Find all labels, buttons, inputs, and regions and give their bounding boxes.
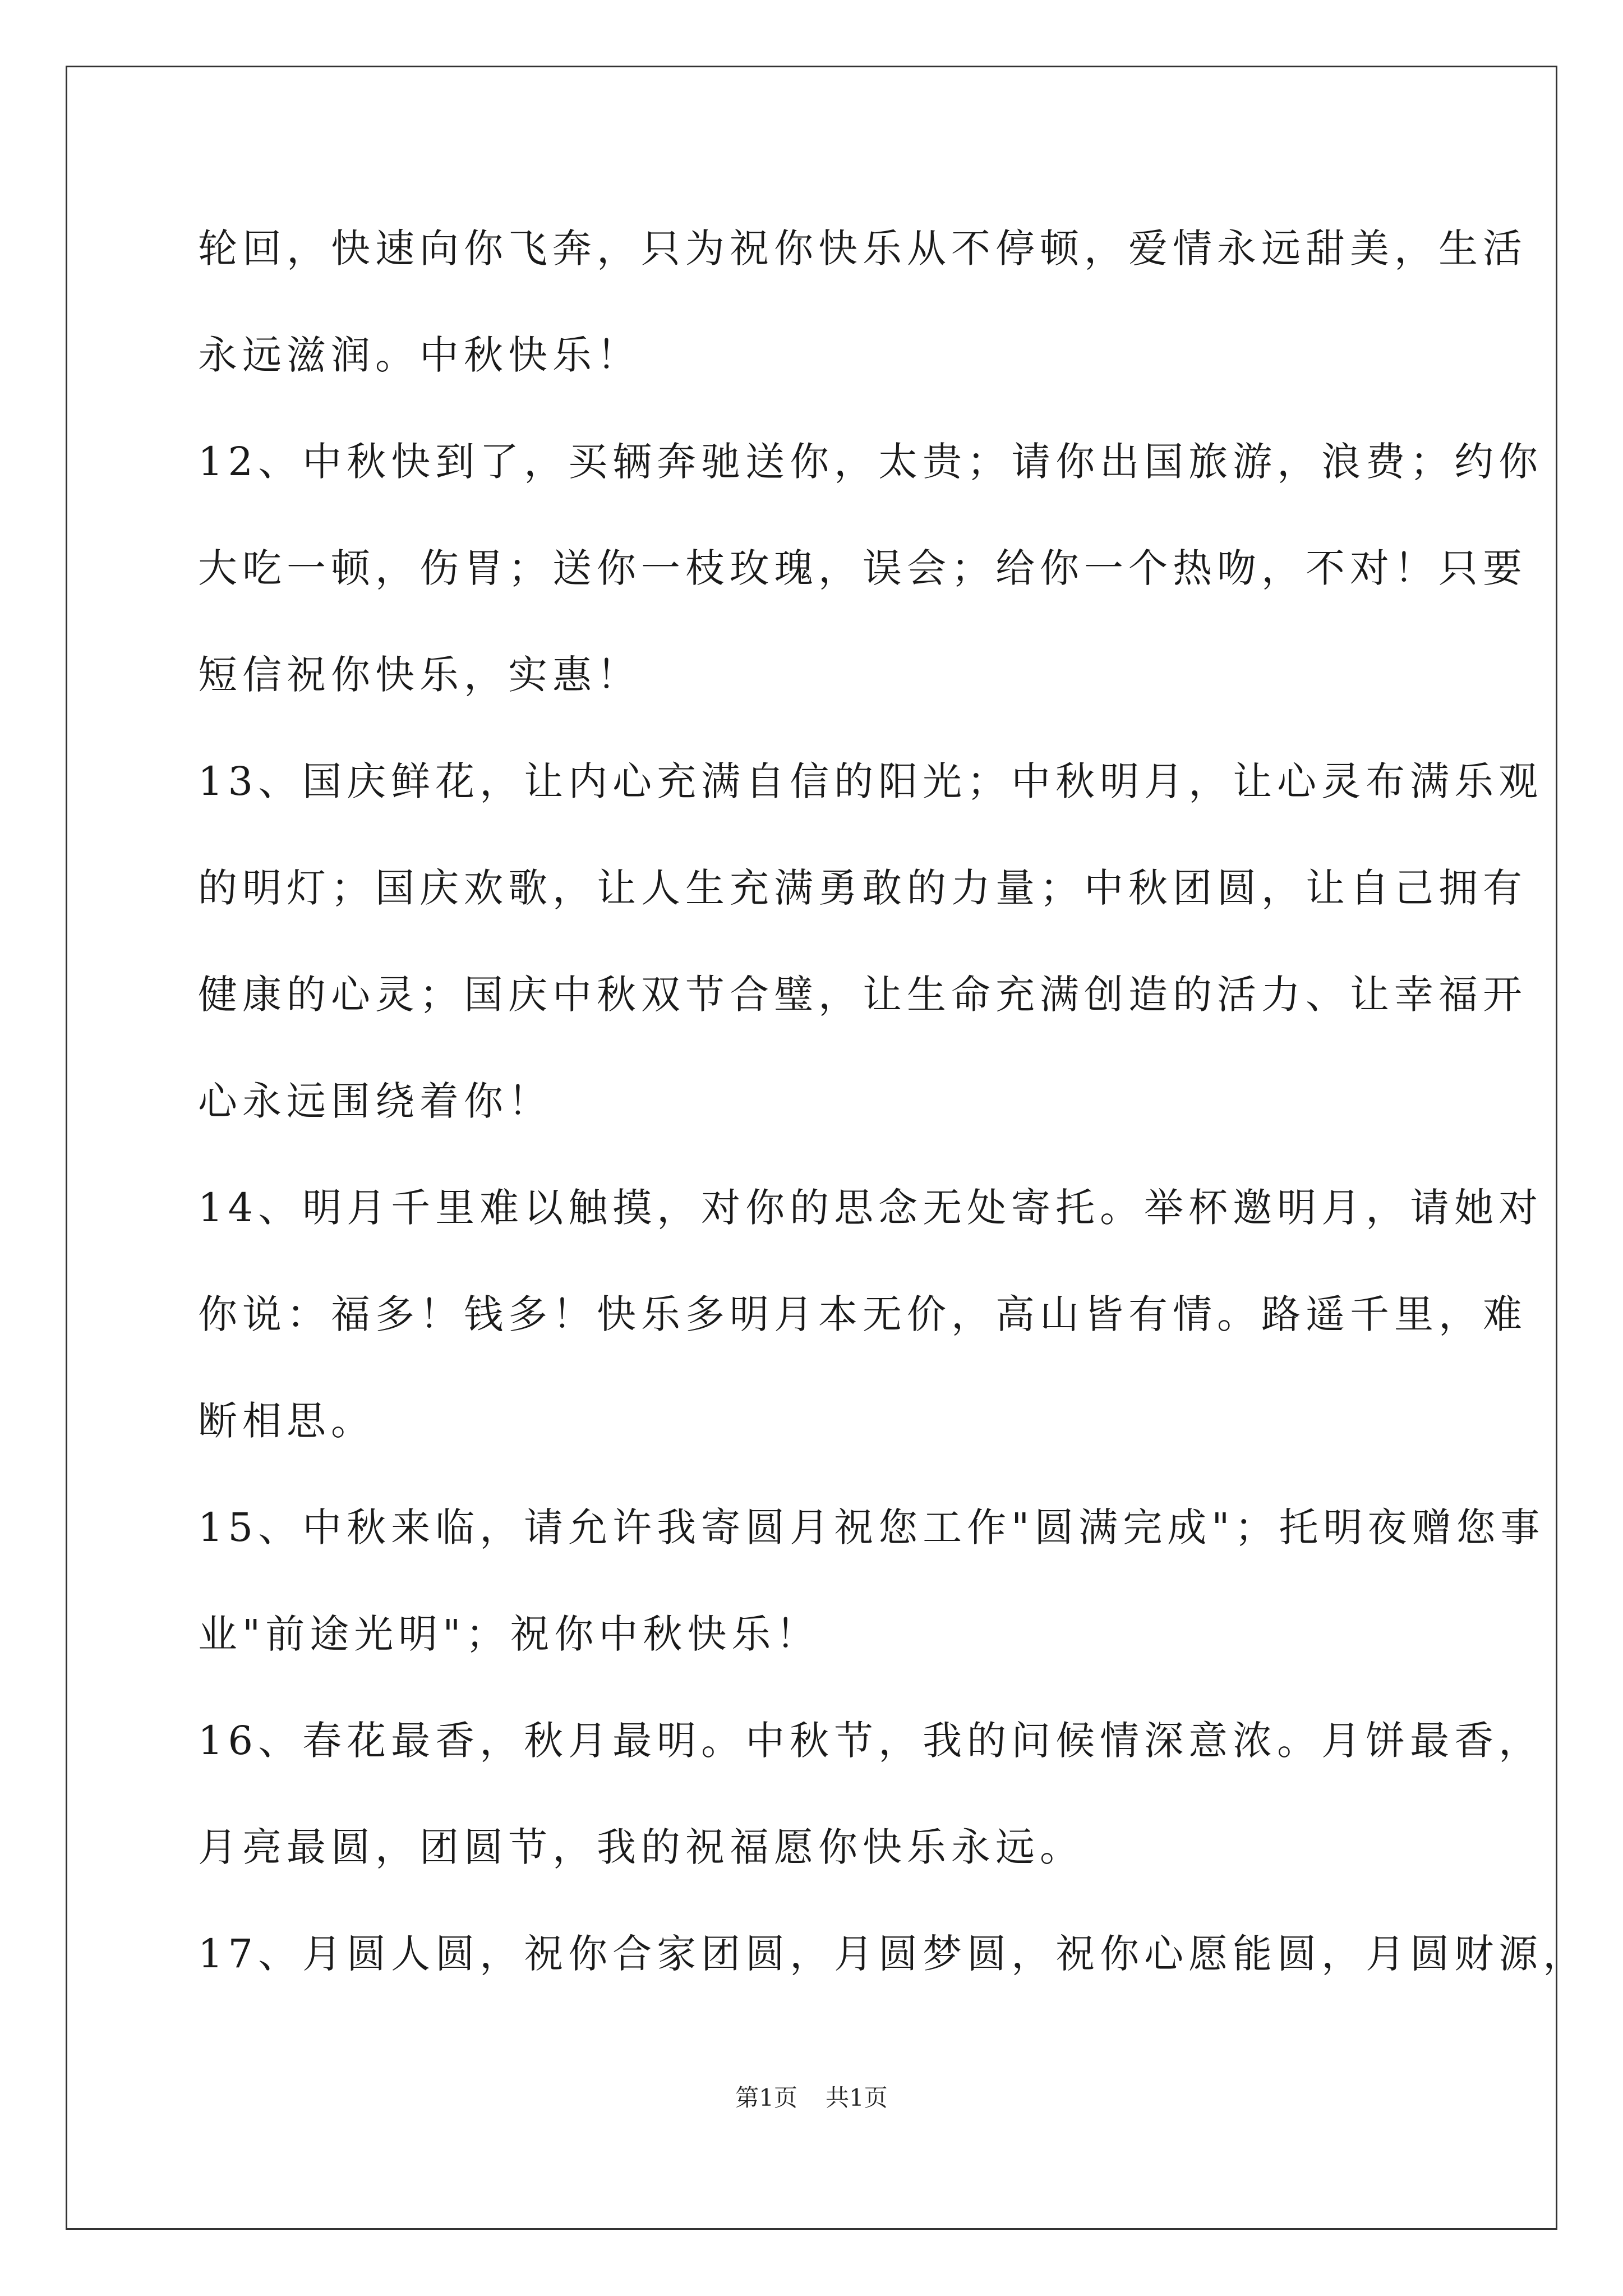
text-line: 心永远围绕着你！ <box>198 1078 552 1124</box>
text-line: 永远滋润。中秋快乐！ <box>198 332 641 378</box>
text-line: 14、明月千里难以触摸，对你的思念无处寄托。举杯邀明月，请她对 <box>198 1185 1543 1231</box>
text-line: 13、国庆鲜花，让内心充满自信的阳光；中秋明月，让心灵布满乐观 <box>198 758 1543 804</box>
page-footer <box>0 2081 1623 2115</box>
page-border <box>66 66 1557 2230</box>
text-line: 17、月圆人圆，祝你合家团圆，月圆梦圆，祝你心愿能圆，月圆财源， <box>198 1931 1588 1977</box>
text-line: 12、中秋快到了，买辆奔驰送你，太贵；请你出国旅游，浪费；约你 <box>198 439 1543 485</box>
text-line: 月亮最圆，团圆节，我的祝福愿你快乐永远。 <box>198 1824 1084 1870</box>
text-line: 15、中秋来临，请允许我寄圆月祝您工作"圆满完成"；托明夜赠您事 <box>198 1504 1545 1550</box>
text-line: 健康的心灵；国庆中秋双节合璧，让生命充满创造的活力、让幸福开 <box>198 972 1527 1018</box>
text-line: 轮回，快速向你飞奔，只为祝你快乐从不停顿，爱情永远甜美，生活 <box>198 226 1527 272</box>
text-line: 断相思。 <box>198 1398 375 1444</box>
text-line: 16、春花最香，秋月最明。中秋节，我的问候情深意浓。月饼最香， <box>198 1718 1543 1764</box>
text-line: 的明灯；国庆欢歌，让人生充满勇敢的力量；中秋团圆，让自己拥有 <box>198 865 1527 911</box>
text-line: 大吃一顿，伤胃；送你一枝玫瑰，误会；给你一个热吻，不对！只要 <box>198 545 1527 591</box>
text-line: 业"前途光明"；祝你中秋快乐！ <box>198 1611 820 1657</box>
text-line: 你说：福多！钱多！快乐多明月本无价，高山皆有情。路遥千里，难 <box>198 1291 1527 1337</box>
page-number: 第1页 <box>735 2084 797 2111</box>
text-line: 短信祝你快乐，实惠！ <box>198 652 641 698</box>
page-total: 共1页 <box>826 2084 888 2111</box>
